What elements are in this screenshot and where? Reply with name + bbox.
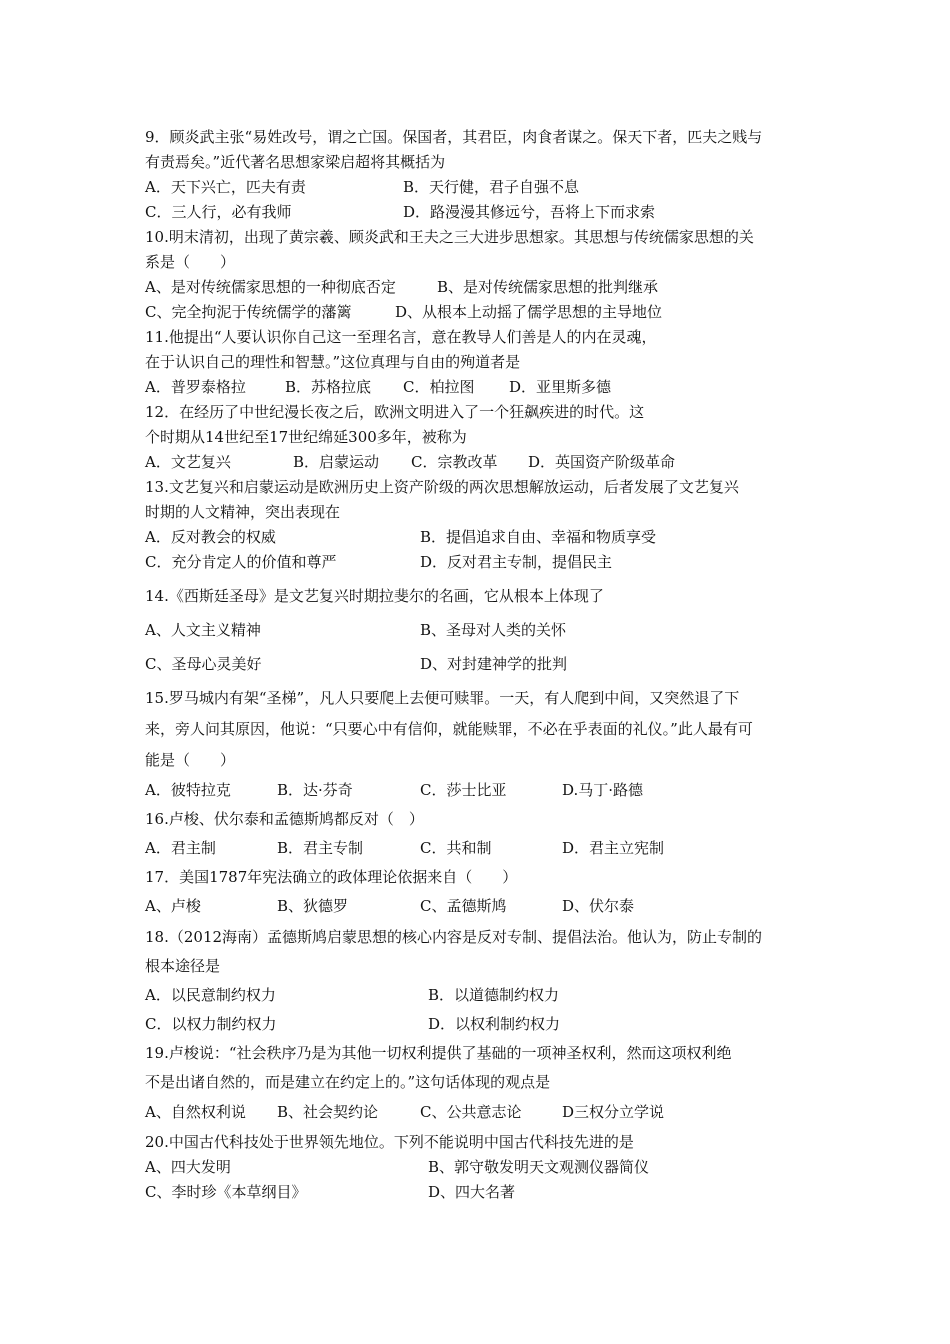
question-10-option-c: C、完全拘泥于传统儒学的藩篱 <box>145 303 352 321</box>
question-12-stem-line-1: 12．在经历了中世纪漫长夜之后，欧洲文明进入了一个狂飙疾进的时代。这 <box>145 403 645 421</box>
question-18-options-row-1 <box>145 984 560 1006</box>
question-10-stem-line-2: 系是（ ） <box>145 253 236 271</box>
question-15-option-a: A．彼特拉克 <box>145 781 231 799</box>
question-16-option-d: D．君主立宪制 <box>562 839 665 857</box>
question-16-options-row <box>145 837 665 859</box>
question-9-options-row-1 <box>145 176 580 198</box>
question-17-option-d: D、伏尔泰 <box>562 897 635 915</box>
question-10-option-a: A、是对传统儒家思想的一种彻底否定 <box>145 278 396 296</box>
question-17-stem: 17．美国1787年宪法确立的政体理论依据来自（ ） <box>145 868 518 886</box>
question-16-option-a: A．君主制 <box>145 839 216 857</box>
question-14-option-b: B、圣母对人类的关怀 <box>420 621 567 639</box>
question-16-option-b: B．君主专制 <box>277 839 364 857</box>
question-14-stem: 14.《西斯廷圣母》是文艺复兴时期拉斐尔的名画，它从根本上体现了 <box>145 587 604 605</box>
question-11-stem-line-1: 11.他提出“人要认识你自己这一至理名言，意在教导人们善是人的内在灵魂， <box>145 328 657 346</box>
question-20-options-row-2 <box>145 1181 516 1203</box>
question-13-option-a: A．反对教会的权威 <box>145 528 276 546</box>
question-17-option-a: A、卢梭 <box>145 897 201 915</box>
question-13-option-d: D．反对君主专制，提倡民主 <box>420 553 613 571</box>
question-12-option-b: B．启蒙运动 <box>293 453 380 471</box>
question-12-options-row <box>145 451 676 473</box>
question-15-stem-line-3: 能是（ ） <box>145 751 236 769</box>
question-11-option-d: D．亚里斯多德 <box>509 378 612 396</box>
question-19-option-c: C、公共意志论 <box>420 1103 522 1121</box>
question-19-options-row <box>145 1101 665 1123</box>
question-13-stem-line-1: 13.文艺复兴和启蒙运动是欧洲历史上资产阶级的两次思想解放运动，后者发展了文艺复兴 <box>145 478 739 496</box>
question-10-options-row-1 <box>145 276 659 298</box>
question-16-stem: 16.卢梭、伏尔泰和孟德斯鸠都反对（ ） <box>145 810 424 828</box>
question-12-option-d: D．英国资产阶级革命 <box>528 453 676 471</box>
question-18-option-c: C．以权力制约权力 <box>145 1015 277 1033</box>
question-9-stem-line-1: 9．顾炎武主张“易姓改号，谓之亡国。保国者，其君臣，肉食者谋之。保天下者，匹夫之贱与 <box>145 128 763 146</box>
question-15-stem-line-1: 15.罗马城内有架“圣梯”，凡人只要爬上去便可赎罪。一天，有人爬到中间，又突然退了下 <box>145 689 740 707</box>
question-13-stem-line-2: 时期的人文精神，突出表现在 <box>145 503 341 521</box>
question-16-option-c: C．共和制 <box>420 839 492 857</box>
question-10-options-row-2 <box>145 301 663 323</box>
question-13-option-c: C．充分肯定人的价值和尊严 <box>145 553 337 571</box>
question-20-option-b: B、郭守敬发明天文观测仪器简仪 <box>428 1158 650 1176</box>
question-18-option-d: D．以权利制约权力 <box>428 1015 561 1033</box>
question-15-option-c: C．莎士比亚 <box>420 781 507 799</box>
question-19-option-d: D三权分立学说 <box>562 1103 665 1121</box>
question-15-option-b: B．达·芬奇 <box>277 781 353 799</box>
question-13-options-row-2 <box>145 551 613 573</box>
question-18-stem-line-2: 根本途径是 <box>145 957 221 975</box>
question-20-option-d: D、四大名著 <box>428 1183 516 1201</box>
question-20-stem: 20.中国古代科技处于世界领先地位。下列不能说明中国古代科技先进的是 <box>145 1133 634 1151</box>
question-14-options-row-2 <box>145 653 568 675</box>
question-9-option-b: B．天行健，君子自强不息 <box>403 178 580 196</box>
question-12-option-c: C．宗教改革 <box>411 453 498 471</box>
question-11-option-a: A．普罗泰格拉 <box>145 378 246 396</box>
question-14-option-c: C、圣母心灵美好 <box>145 655 262 673</box>
question-19-option-a: A、自然权利说 <box>145 1103 246 1121</box>
question-18-options-row-2 <box>145 1013 561 1035</box>
question-11-option-b: B．苏格拉底 <box>285 378 372 396</box>
question-18-option-b: B．以道德制约权力 <box>428 986 560 1004</box>
question-19-stem-line-1: 19.卢梭说：“社会秩序乃是为其他一切权利提供了基础的一项神圣权利，然而这项权利绝 <box>145 1044 732 1062</box>
question-12-stem-line-2: 个时期从14世纪至17世纪绵延300多年，被称为 <box>145 428 467 446</box>
question-13-option-b: B．提倡追求自由、幸福和物质享受 <box>420 528 657 546</box>
question-14-option-d: D、对封建神学的批判 <box>420 655 568 673</box>
question-14-options-row-1 <box>145 619 567 641</box>
question-10-stem-line-1: 10.明末清初，出现了黄宗羲、顾炎武和王夫之三大进步思想家。其思想与传统儒家思想的关 <box>145 228 754 246</box>
question-17-options-row <box>145 895 635 917</box>
question-17-option-c: C、孟德斯鸠 <box>420 897 507 915</box>
question-11-options-row <box>145 376 612 398</box>
question-9-option-c: C．三人行，必有我师 <box>145 203 292 221</box>
question-19-stem-line-2: 不是出诸自然的，而是建立在约定上的。”这句话体现的观点是 <box>145 1073 551 1091</box>
question-15-stem-line-2: 来，旁人问其原因，他说：“只要心中有信仰，就能赎罪，不必在乎表面的礼仪。”此人最有可 <box>145 720 753 738</box>
question-9-option-a: A．天下兴亡，匹夫有责 <box>145 178 306 196</box>
question-12-option-a: A．文艺复兴 <box>145 453 231 471</box>
question-17-option-b: B、狄德罗 <box>277 897 349 915</box>
question-13-options-row-1 <box>145 526 657 548</box>
question-15-options-row <box>145 779 644 801</box>
question-14-option-a: A、人文主义精神 <box>145 621 261 639</box>
question-19-option-b: B、社会契约论 <box>277 1103 379 1121</box>
question-11-option-c: C．柏拉图 <box>403 378 475 396</box>
question-20-option-c: C、李时珍《本草纲目》 <box>145 1183 307 1201</box>
question-10-option-d: D、从根本上动摇了儒学思想的主导地位 <box>395 303 663 321</box>
question-10-option-b: B、是对传统儒家思想的批判继承 <box>437 278 659 296</box>
question-20-option-a: A、四大发明 <box>145 1158 231 1176</box>
question-9-options-row-2 <box>145 201 656 223</box>
question-15-option-d: D.马丁·路德 <box>562 781 644 799</box>
question-9-stem-line-2: 有责焉矣。”近代著名思想家梁启超将其概括为 <box>145 153 446 171</box>
question-20-options-row-1 <box>145 1156 650 1178</box>
question-11-stem-line-2: 在于认识自己的理性和智慧。”这位真理与自由的殉道者是 <box>145 353 521 371</box>
question-18-stem-line-1: 18.（2012海南）孟德斯鸠启蒙思想的核心内容是反对专制、提倡法治。他认为，防止专制的 <box>145 928 763 946</box>
question-18-option-a: A．以民意制约权力 <box>145 986 276 1004</box>
question-9-option-d: D．路漫漫其修远兮，吾将上下而求索 <box>403 203 656 221</box>
